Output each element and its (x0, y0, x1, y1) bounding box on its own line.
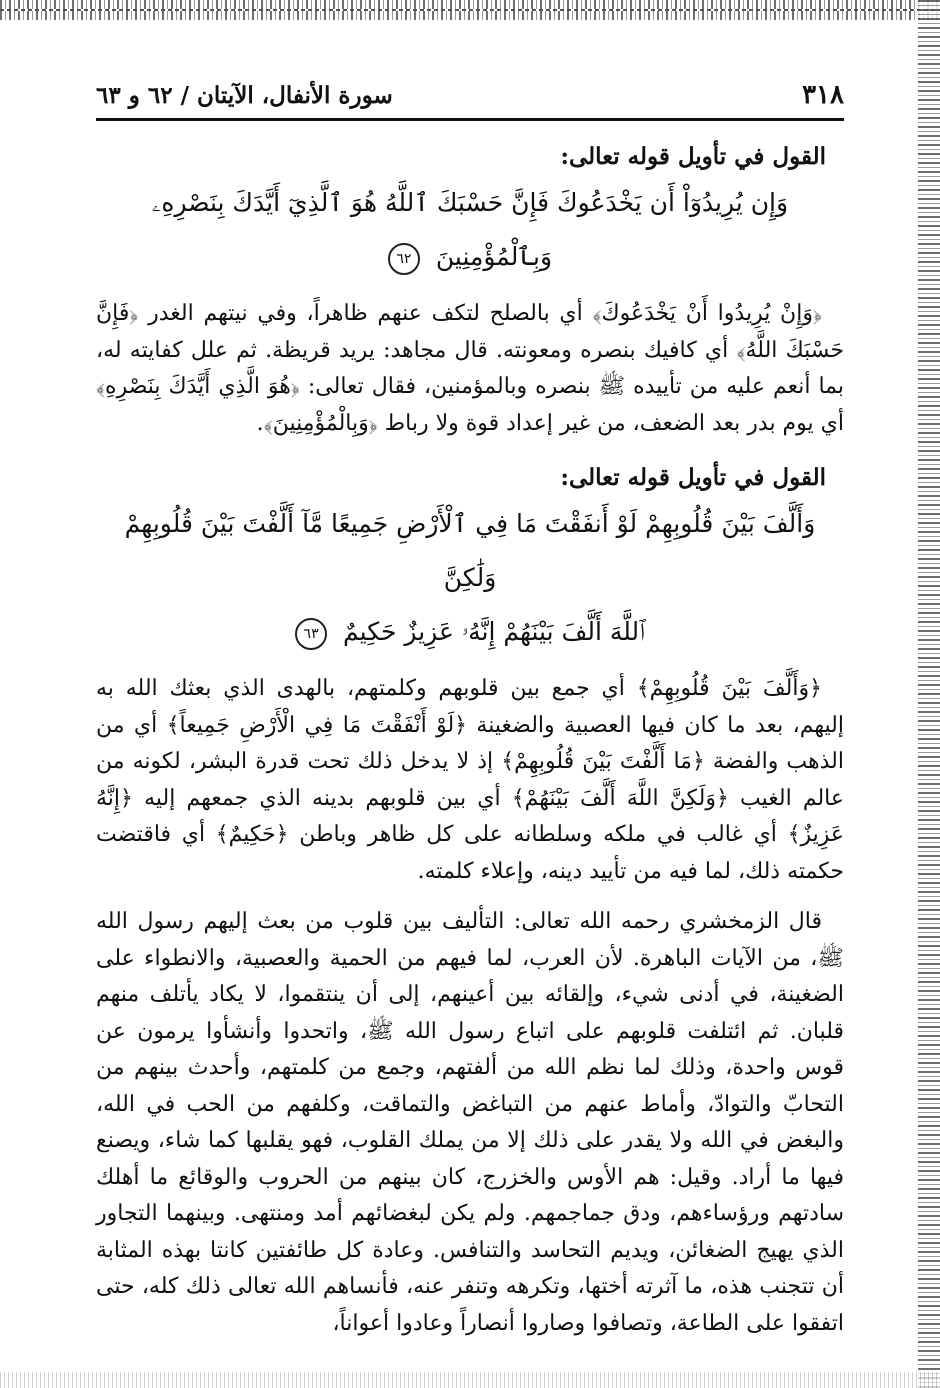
quran-verse-62 (96, 176, 844, 284)
paragraph-spacer (96, 890, 844, 904)
page-border-right (918, 0, 940, 1388)
verse-text: وَإِن يُرِيدُوٓاْ أَن يَخْدَعُوكَ فَإِنَّ حَسْبَكَ ٱللَّهُ هُوَ ٱلَّذِيٓ أَيَّدَكَ بِنَصْرِهِۦ وَبِٱلْمُؤْمِنِينَ (151, 188, 789, 271)
verse-number-mark: ٦٣ (295, 618, 327, 650)
verse-line-1: وَأَلَّفَ بَيْنَ قُلُوبِهِمْ لَوْ أَنفَقْتَ مَا فِي ٱلْأَرْضِ جَمِيعًا مَّآ أَلَّفْتَ بَيْنَ قُلُوبِهِمْ وَلَٰكِنَّ (124, 509, 816, 592)
book-page (96, 70, 844, 1360)
quran-verse-63 (96, 497, 844, 659)
verse-text: ٱللَّهَ أَلَّفَ بَيْنَهُمْ إِنَّهُۥ عَزِيزٌ حَكِيمٌ (343, 617, 645, 646)
page-header (96, 70, 844, 121)
page-border-bottom (0, 1372, 940, 1388)
page-border-top (0, 0, 940, 20)
running-title: سورة الأنفال، الآيتان / ٦٢ و ٦٣ (96, 82, 393, 109)
commentary-paragraph-2: ﴿وَأَلَّفَ بَيْنَ قُلُوبِهِمْ﴾ أي جمع بين قلوبهم وكلمتهم، بالهدى الذي بعثك الله به إليهم، بعد ما كان فيها العصبية والضغينة ﴿لَوْ أَنْفَقْتَ مَا فِي الْأَرْضِ جَمِيعاً﴾ أي من الذهب والفضة ﴿مَا أَلَّفْتَ بَيْنَ قُلُوبِهِمْ﴾ إذ لا يدخل ذلك تحت قدرة البشر، لكونه من عالم الغيب ﴿وَلَكِنَّ اللَّهَ أَلَّفَ بَيْنَهُمْ﴾ أي بين قلوبهم بدينه الذي جمعهم إليه ﴿إِنَّهُ عَزِيزٌ﴾ أي غالب في ملكه وسلطانه على كل ظاهر وباطن ﴿حَكِيمٌ﴾ أي فاقتضت حكمته ذلك، لما فيه من تأييد دينه، وإعلاء كلمته. (96, 676, 844, 884)
section-title-2: القول في تأويل قوله تعالى: (560, 464, 826, 491)
page-number: ٣١٨ (802, 80, 844, 110)
commentary-paragraph-1: ﴿وَإِنْ يُرِيدُوا أَنْ يَخْدَعُوكَ﴾ أي بالصلح لتكف عنهم ظاهراً، وفي نيتهم الغدر ﴿فَإِنَّ حَسْبَكَ اللَّهُ﴾ أي كافيك بنصره ومعونته. قال مجاهد: يريد قريظة. ثم علل كفايته له، بما أنعم عليه من تأييده ﷺ بنصره وبالمؤمنين، فقال تعالى: ﴿هُوَ الَّذِي أَيَّدَكَ بِنَصْرِهِ﴾ أي يوم بدر بعد الضعف، من غير إعداد قوة ولا رباط ﴿وَبِالْمُؤْمِنِينَ﴾. (96, 301, 844, 436)
zamakhshari-quote-paragraph: قال الزمخشري رحمه الله تعالى: التأليف بين قلوب من بعث إليهم رسول الله ﷺ، من الآيات الباهرة. لأن العرب، لما فيهم من الحمية والعصبية، والانطواء على الضغينة، في أدنى شيء، وإلقائه بين أعينهم، إلى أن ينتقموا، لا يكاد يأتلف منهم قلبان. ثم ائتلفت قلوبهم على اتباع رسول الله ﷺ، واتحدوا وأنشأوا يرمون عن قوس واحدة، وذلك لما نظم الله من ألفتهم، وجمع من كلمتهم، وأحدث بينهم من التحابّ والتوادّ، وأماط عنهم من التباغض والتماقت، وكلفهم من الحب في الله، والبغض في الله ولا يقدر على ذلك إلا من يملك القلوب، فهو يقلبها كما شاء، ويصنع فيها ما أراد. وقيل: هم الأوس والخزرج، كان بينهم من الحروب والوقائع ما أهلك سادتهم ورؤساءهم، ودق جماجمهم. ولم يكن لبغضائهم أمد ومنتهى. وبينهما التجاور الذي يهيج الضغائن، ويديم التحاسد والتنافس. وعادة كل طائفتين كانتا بهذه المثابة أن تتجنب هذه، ما آثرته أختها، وتكرهه وتنفر عنه، فأنساهم الله تعالى ذلك كله، حتى اتفقوا على الطاعة، وتصافوا وصاروا أنصاراً وعادوا أعواناً، (96, 909, 844, 1336)
verse-number-mark: ٦٢ (388, 243, 420, 275)
verse-line-2 (96, 605, 844, 659)
section-title-1: القول في تأويل قوله تعالى: (560, 143, 826, 170)
